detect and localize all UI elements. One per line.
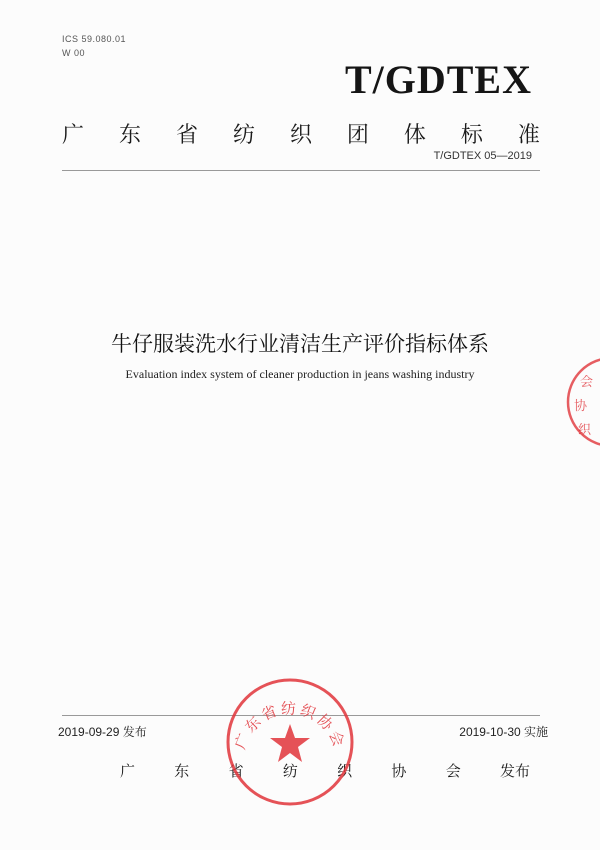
publisher-char: 发布 (499, 762, 530, 780)
publisher-char: 广 (120, 762, 136, 780)
standard-type-char: 广 (62, 123, 85, 148)
standard-type-char: 团 (346, 123, 369, 148)
standard-type-char: 东 (118, 123, 141, 148)
standard-type-char: 织 (289, 123, 312, 148)
standard-type-char: 体 (403, 123, 426, 148)
standard-number: T/GDTEX 05—2019 (433, 150, 532, 162)
header-divider (62, 170, 540, 171)
standard-type-char: 纺 (232, 123, 255, 148)
implementation-date: 2019-10-30 实施 (459, 725, 548, 739)
edge-seal-stamp (562, 352, 600, 452)
publisher-char: 协 (391, 762, 407, 780)
ccs-code: W 00 (62, 48, 86, 58)
standard-type (62, 118, 540, 149)
publisher-char: 东 (174, 762, 190, 780)
document-title-en: Evaluation index system of cleaner production in jeans washing industry (125, 367, 475, 381)
publisher-char: 织 (337, 762, 353, 780)
publisher-char: 省 (228, 762, 244, 780)
svg-text:会: 会 (580, 375, 594, 390)
ics-code: ICS 59.080.01 (62, 34, 127, 44)
svg-text:广东省纺织协会: 广东省纺织协会 (231, 699, 349, 752)
publisher-char: 纺 (282, 762, 298, 780)
document-title-cn: 牛仔服装洗水行业清洁生产评价指标体系 (111, 332, 489, 356)
svg-text:织: 织 (578, 423, 592, 438)
standard-type-char: 准 (517, 123, 540, 148)
standard-type-char: 标 (460, 123, 483, 148)
svg-text:协: 协 (574, 399, 588, 414)
standard-type-char: 省 (175, 123, 198, 148)
standard-brand: T/GDTEX (344, 57, 532, 102)
issue-date: 2019-09-29 发布 (58, 725, 147, 739)
publisher-char: 会 (445, 762, 461, 780)
official-seal-stamp (220, 672, 360, 812)
